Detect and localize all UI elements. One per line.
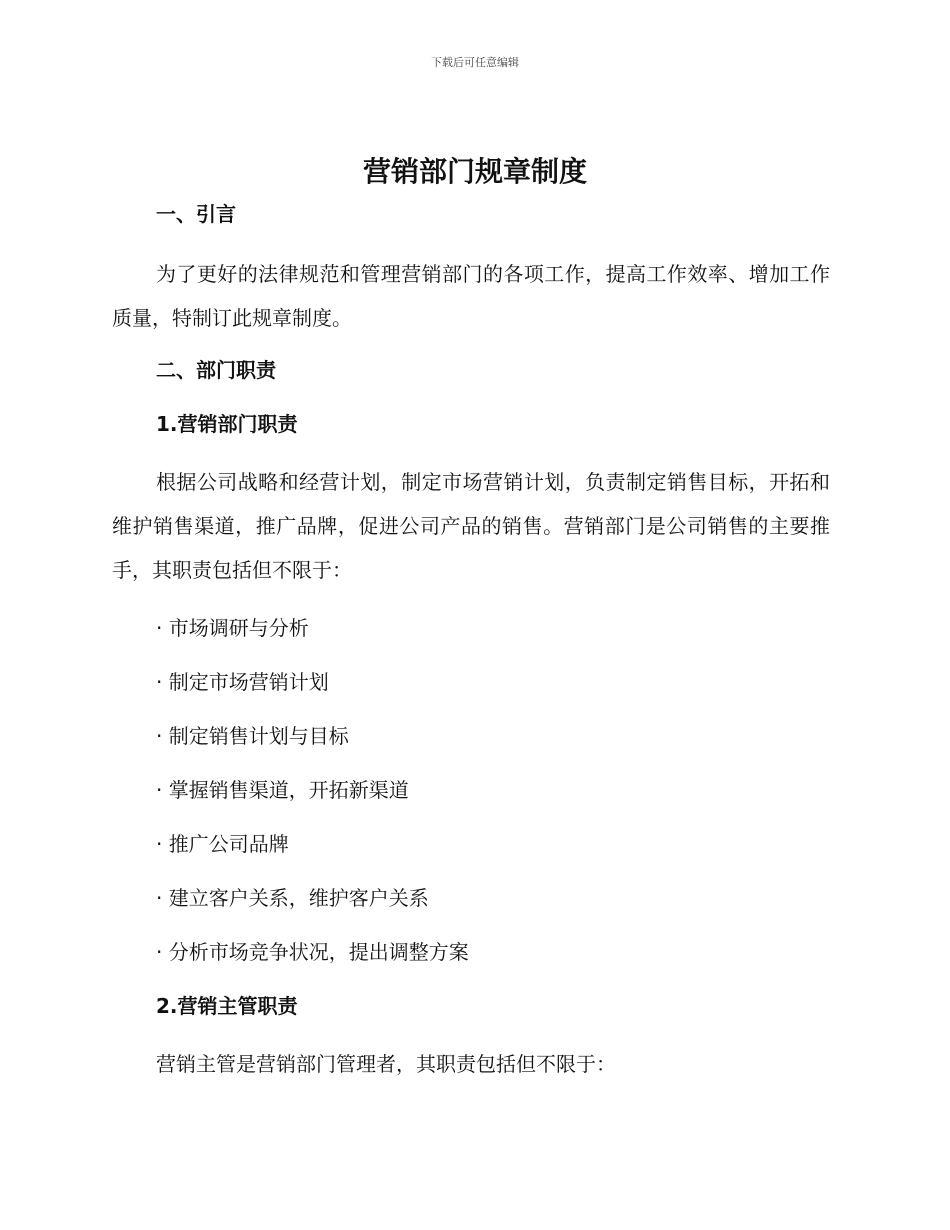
intro-paragraph: 为了更好的法律规范和管理营销部门的各项工作，提高工作效率、增加工作质量，特制订此规章制度。 bbox=[112, 262, 830, 330]
list-item: · 建立客户关系，维护客户关系 bbox=[156, 886, 429, 910]
subsection-heading-department-duties: 1.营销部门职责 bbox=[156, 412, 298, 436]
document-title: 营销部门规章制度 bbox=[362, 155, 587, 188]
section-heading-intro: 一、引言 bbox=[156, 202, 236, 226]
subsection-heading-manager-duties: 2.营销主管职责 bbox=[156, 994, 298, 1018]
header-note: 下载后可任意编辑 bbox=[431, 56, 519, 69]
department-duties-paragraph: 根据公司战略和经营计划，制定市场营销计划，负责制定销售目标，开拓和维护销售渠道，推广品牌，促进公司产品的销售。营销部门是公司销售的主要推手，其职责包括但不限于： bbox=[112, 470, 830, 582]
department-duties-list bbox=[112, 612, 830, 968]
list-item: · 推广公司品牌 bbox=[156, 832, 289, 856]
manager-duties-paragraph: 营销主管是营销部门管理者，其职责包括但不限于： bbox=[156, 1052, 616, 1076]
list-item: · 制定销售计划与目标 bbox=[156, 724, 349, 748]
list-item: · 制定市场营销计划 bbox=[156, 670, 329, 694]
list-item: · 分析市场竞争状况，提出调整方案 bbox=[156, 940, 469, 964]
list-item: · 市场调研与分析 bbox=[156, 616, 309, 640]
list-item: · 掌握销售渠道，开拓新渠道 bbox=[156, 778, 409, 802]
document-body bbox=[112, 198, 830, 1086]
section-heading-duties: 二、部门职责 bbox=[156, 358, 276, 382]
